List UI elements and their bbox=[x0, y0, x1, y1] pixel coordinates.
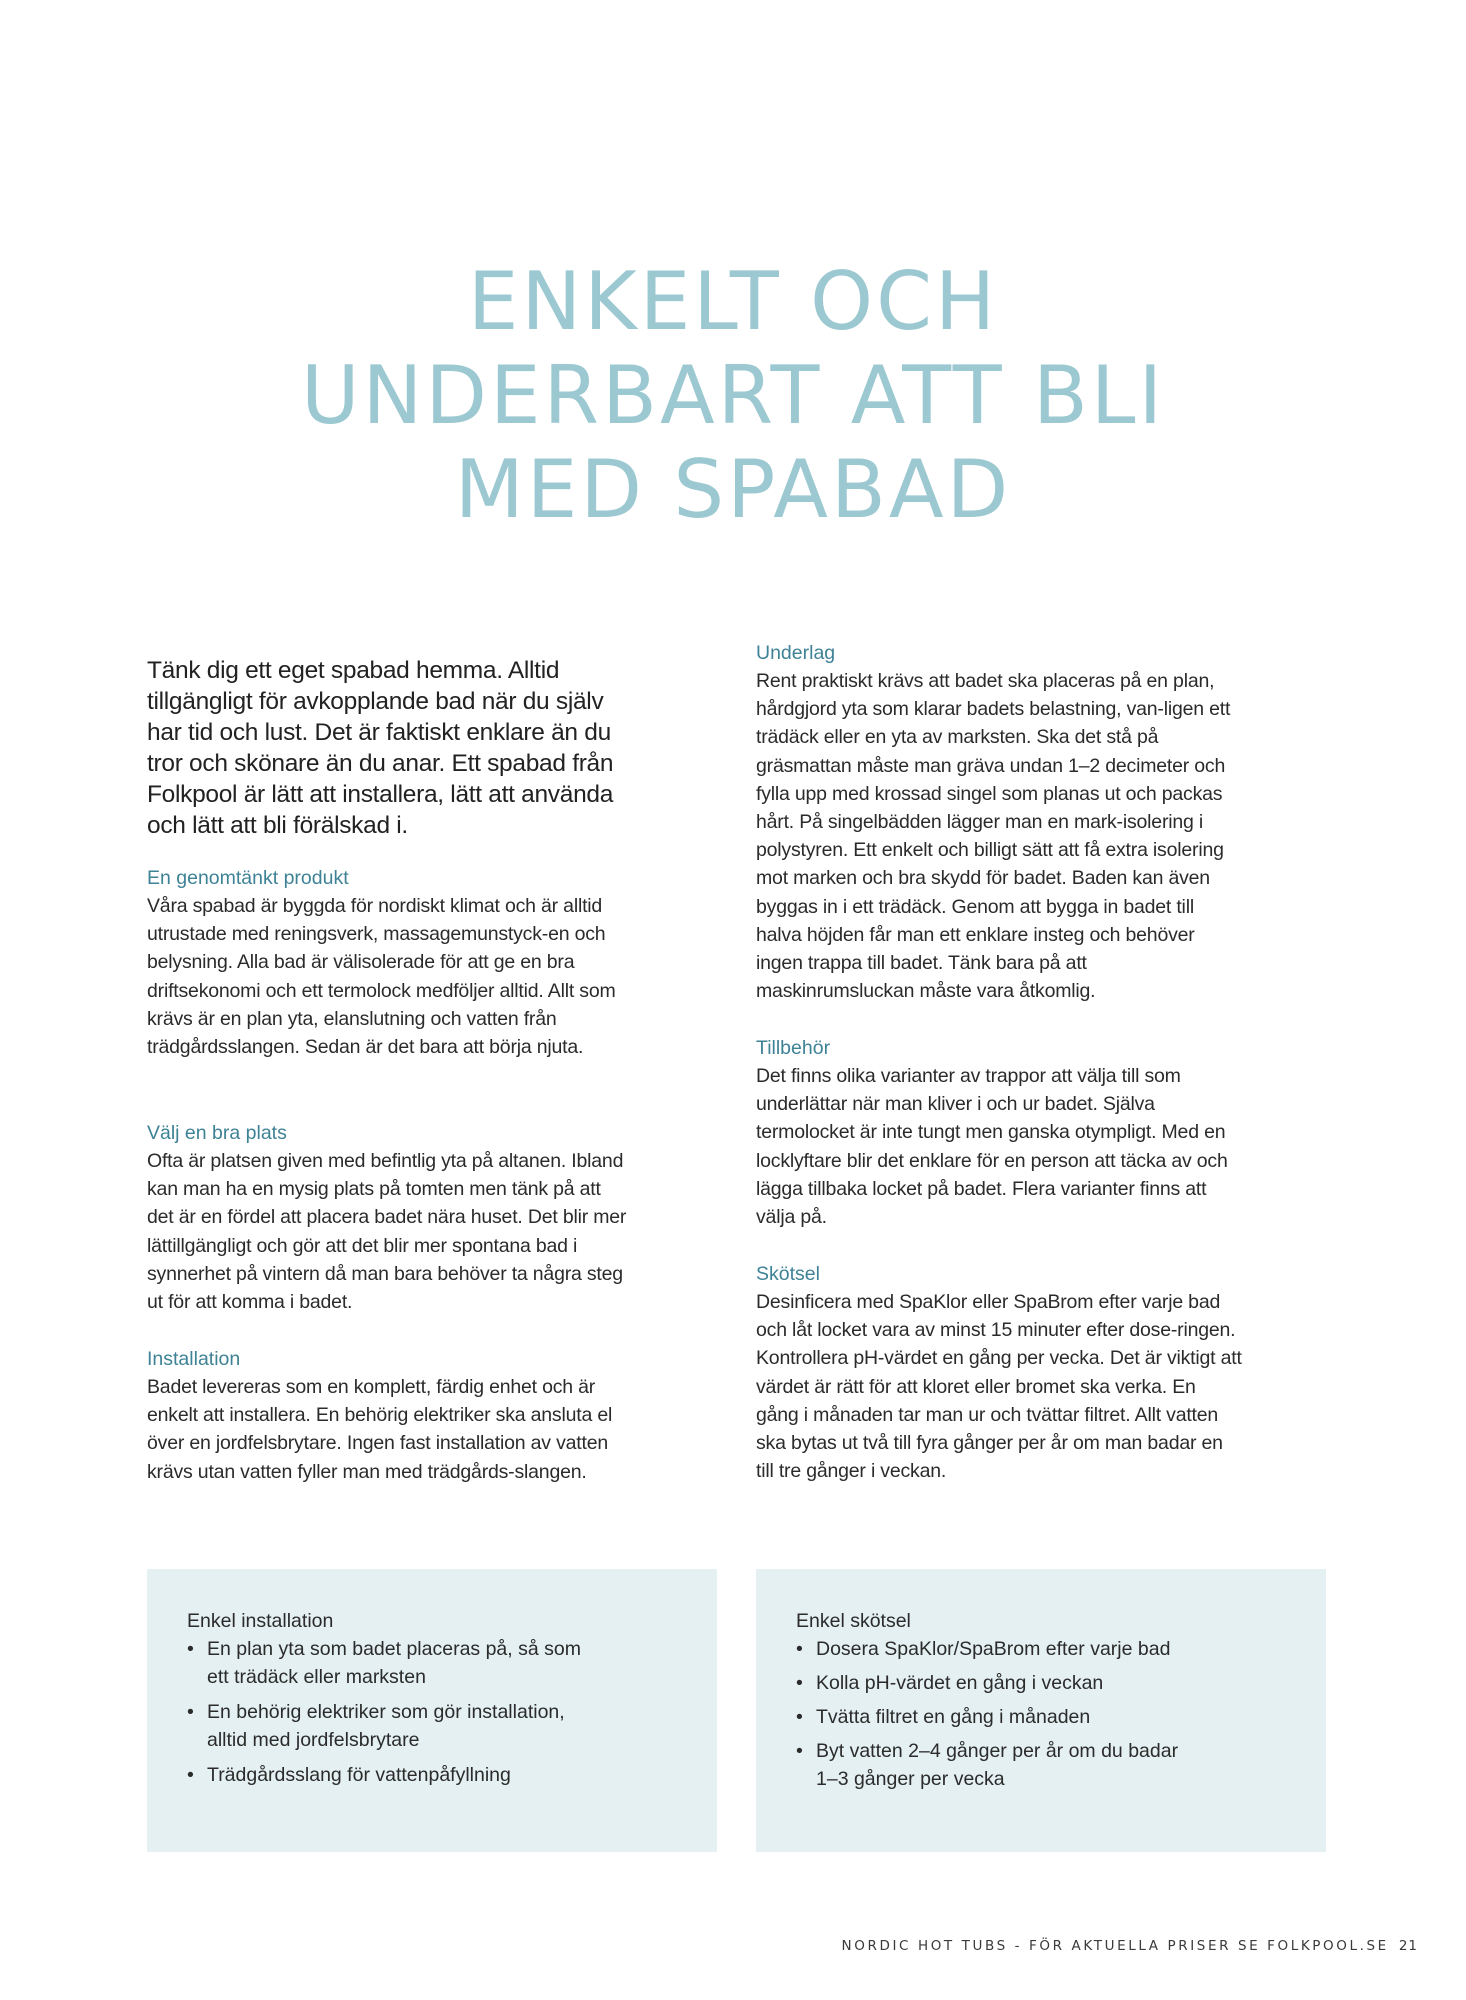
section-valj-plats bbox=[147, 1119, 627, 1316]
page-title bbox=[0, 255, 1466, 537]
section-heading: Installation bbox=[147, 1348, 241, 1370]
list-item: • En plan yta som badet placeras på, så som ett trädäck eller marksten bbox=[187, 1635, 587, 1691]
list-item: • Trädgårdsslang för vattenpåfyllning bbox=[187, 1761, 587, 1789]
section-genomtankt-produkt bbox=[147, 864, 627, 1061]
list-item: • Kolla pH-värdet en gång i veckan bbox=[796, 1669, 1196, 1697]
list-item: • Tvätta filtret en gång i månaden bbox=[796, 1703, 1196, 1731]
section-skotsel bbox=[756, 1260, 1242, 1485]
box-list bbox=[187, 1635, 587, 1796]
intro-paragraph: Tänk dig ett eget spabad hemma. Alltid tillgängligt för avkopplande bad när du själv har tid och lust. Det är faktiskt enklare än du tror och skönare än du anar. Ett spabad från Folkpool är lätt att installera, lätt att använda och lätt att bli förälskad i. bbox=[147, 657, 614, 839]
section-text: Desinficera med SpaKlor eller SpaBrom efter varje bad och låt locket vara av minst 15 minuter efter dose-ringen. Kontrollera pH-värdet en gång per vecka. Det är viktigt att värdet är rätt för att kloret eller bromet ska verka. En gång i månaden tar man ur och tvättar filtret. Allt vatten ska bytas ut två till fyra gånger per år om man badar en till tre gånger i veckan. bbox=[756, 1291, 1242, 1483]
section-text: Våra spabad är byggda för nordiskt klimat och är alltid utrustade med reningsverk, massagemunstyck-en och belysning. Alla bad är välisolerade för att ge en bra driftsekonomi och ett termolock medföljer alltid. Allt som krävs är en plan yta, elanslutning och vatten från trädgårdsslangen. Sedan är det bara att börja njuta. bbox=[147, 895, 616, 1059]
box-list bbox=[796, 1635, 1196, 1800]
section-tillbehor bbox=[756, 1034, 1242, 1231]
box-heading: Enkel installation bbox=[187, 1610, 334, 1632]
title-line-2: UNDERBART ATT BLI bbox=[300, 349, 1166, 442]
section-text: Rent praktiskt krävs att badet ska placeras på en plan, hårdgjord yta som klarar badets belastning, van-ligen ett trädäck eller en yta av marksten. Ska det stå på gräsmattan måste man gräva undan 1–2 decimeter och fylla upp med krossad singel som planas ut och packas hårt. På singelbädden lägger man en mark-isolering i polystyren. Ett enkelt och billigt sätt att få extra isolering mot marken och bra skydd för badet. Baden kan även byggas in i ett trädäck. Genom att bygga in badet till halva höjden får man ett enklare insteg och behöver ingen trappa till badet. Tänk bara på att maskinrumsluckan måste vara åtkomlig. bbox=[756, 670, 1231, 1003]
box-heading: Enkel skötsel bbox=[796, 1610, 911, 1632]
list-item: • Dosera SpaKlor/SpaBrom efter varje bad bbox=[796, 1635, 1196, 1663]
section-text: Det finns olika varianter av trappor att välja till som underlättar när man kliver i och ur badet. Själva termolocket är inte tungt men ganska otympligt. Med en locklyftare blir det enklare för en person att täcka av och lägga tillbaka locket på badet. Flera varianter finns att välja på. bbox=[756, 1065, 1228, 1229]
list-item: • En behörig elektriker som gör installation, alltid med jordfelsbrytare bbox=[187, 1698, 587, 1754]
section-heading: Underlag bbox=[756, 642, 836, 664]
title-line-3: MED SPABAD bbox=[454, 443, 1012, 536]
section-text: Ofta är platsen given med befintlig yta på altanen. Ibland kan man ha en mysig plats på tomten men tänk på att det är en fördel att placera badet nära huset. Det blir mer lättillgängligt och gör att det blir mer spontana bad i synnerhet på vintern då man bara behöver ta några steg ut för att komma i badet. bbox=[147, 1150, 627, 1314]
section-installation bbox=[147, 1345, 627, 1486]
box-enkel-installation bbox=[147, 1569, 717, 1852]
section-heading: En genomtänkt produkt bbox=[147, 867, 349, 889]
section-underlag bbox=[756, 639, 1242, 1005]
footer-text: NORDIC HOT TUBS - FÖR AKTUELLA PRISER SE FOLKPOOL.SE bbox=[841, 1938, 1389, 1954]
section-heading: Skötsel bbox=[756, 1263, 820, 1285]
page-footer bbox=[842, 1938, 1418, 1954]
list-item: • Byt vatten 2–4 gånger per år om du badar 1–3 gånger per vecka bbox=[796, 1737, 1196, 1793]
box-enkel-skotsel bbox=[756, 1569, 1326, 1852]
section-heading: Välj en bra plats bbox=[147, 1122, 287, 1144]
page-number: 21 bbox=[1398, 1938, 1418, 1954]
title-line-1: ENKELT OCH bbox=[467, 255, 999, 348]
section-text: Badet levereras som en komplett, färdig enhet och är enkelt att installera. En behörig elektriker ska ansluta el över en jordfelsbrytare. Ingen fast installation av vatten krävs utan vatten fyller man med trädgårds-slangen. bbox=[147, 1376, 613, 1483]
section-heading: Tillbehör bbox=[756, 1037, 831, 1059]
